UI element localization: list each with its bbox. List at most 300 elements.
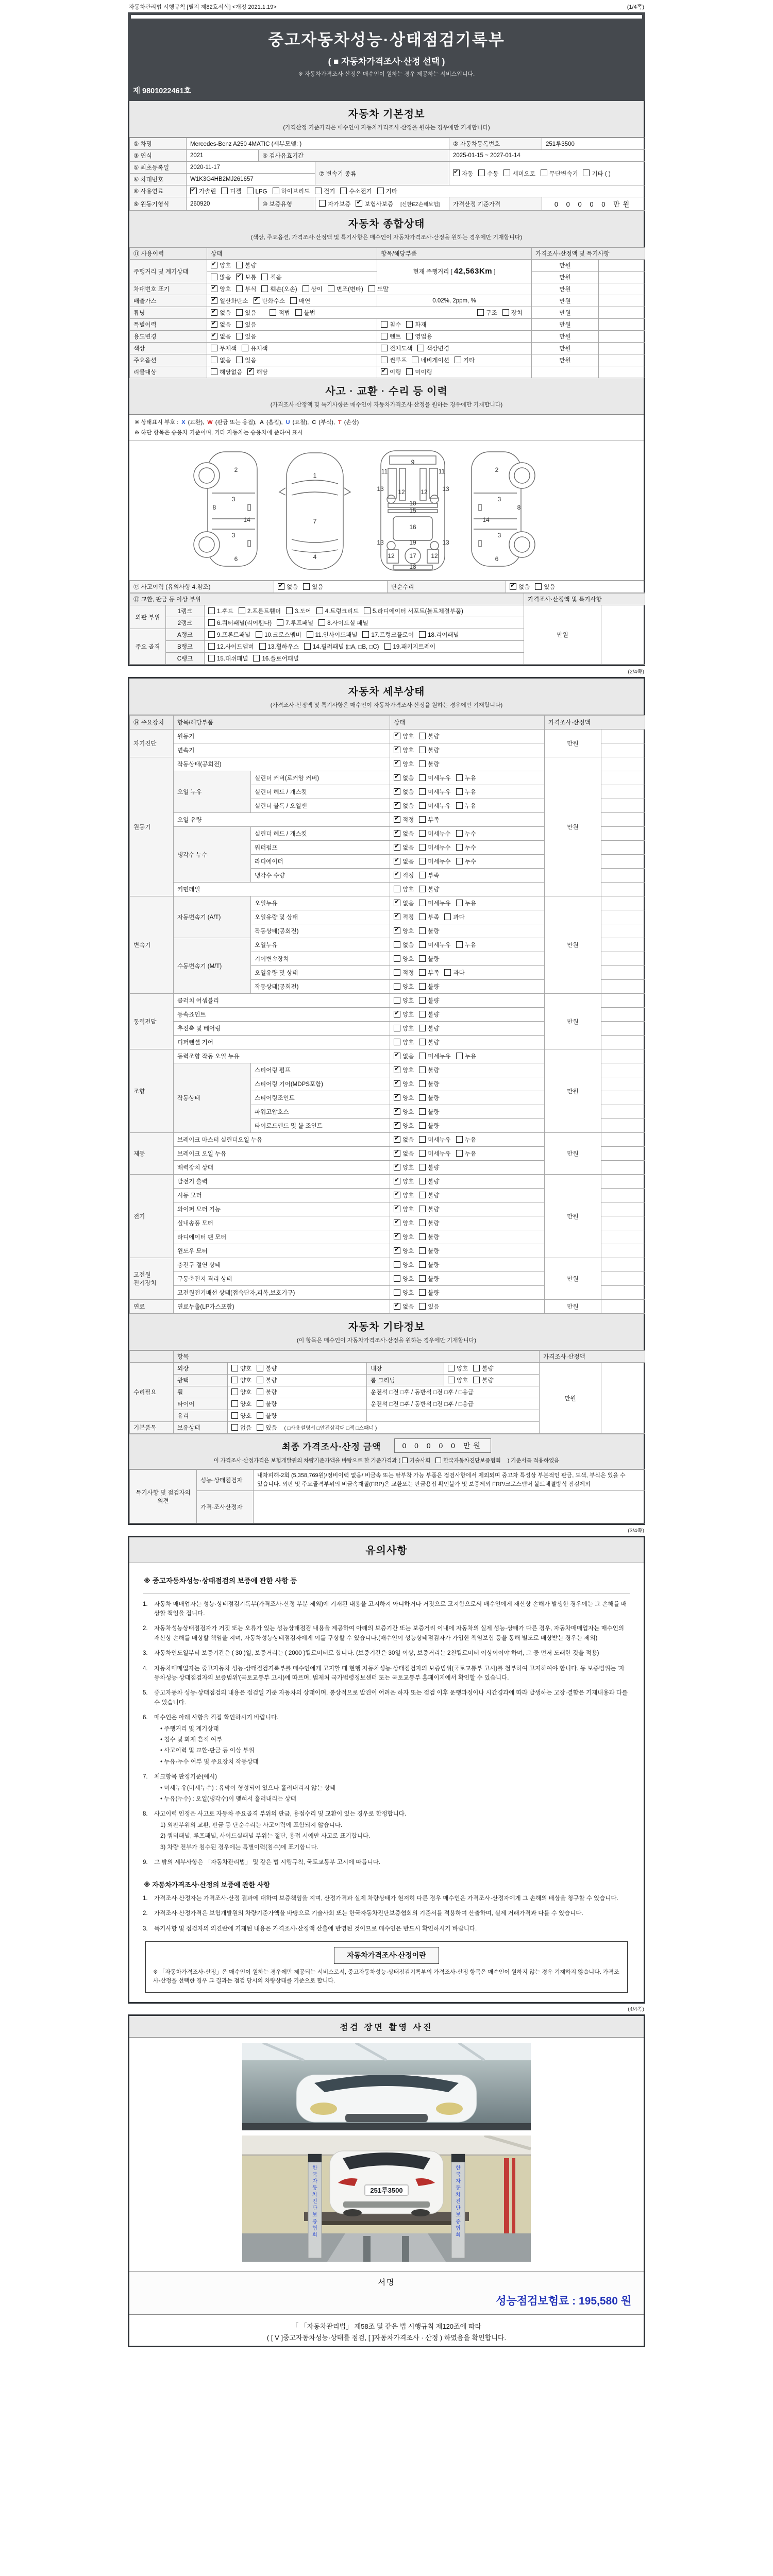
checkbox-icon[interactable] <box>394 955 400 962</box>
option-썬루프[interactable] <box>381 356 407 364</box>
option-적법[interactable] <box>270 309 290 317</box>
option-불법[interactable] <box>295 309 315 317</box>
option-불량[interactable] <box>419 1080 439 1088</box>
checkbox-icon[interactable] <box>211 368 217 375</box>
checkbox-icon[interactable] <box>236 262 243 268</box>
option-없음[interactable] <box>394 1136 414 1144</box>
checkbox-icon[interactable] <box>419 872 426 878</box>
option-불량[interactable] <box>419 760 439 768</box>
checkbox-icon[interactable] <box>419 1094 426 1101</box>
option-불량[interactable] <box>419 1233 439 1241</box>
option-불량[interactable] <box>257 1388 277 1396</box>
checkbox-icon[interactable] <box>257 1400 263 1407</box>
checkbox-icon[interactable] <box>419 1192 426 1198</box>
checkbox-icon[interactable] <box>307 631 313 638</box>
option-불량[interactable] <box>419 1191 439 1199</box>
option-cell[interactable] <box>390 1189 545 1202</box>
option-양호[interactable] <box>394 996 414 1005</box>
option-누유[interactable] <box>456 1149 476 1158</box>
option-있음[interactable] <box>257 1423 277 1432</box>
option-불량[interactable] <box>257 1376 277 1384</box>
option-양호[interactable] <box>231 1412 251 1420</box>
checkbox-checked-icon[interactable] <box>394 913 400 920</box>
option-한국자동차진단보증협회[interactable] <box>435 1456 501 1464</box>
option-양호[interactable] <box>394 1080 414 1088</box>
option-무채색[interactable] <box>211 344 237 352</box>
checkbox-icon[interactable] <box>419 858 426 865</box>
checkbox-checked-icon[interactable] <box>211 285 217 292</box>
checkbox-icon[interactable] <box>236 321 243 328</box>
checkbox-icon[interactable] <box>394 1289 400 1296</box>
option-cell[interactable] <box>187 185 645 197</box>
checkbox-icon[interactable] <box>535 583 542 590</box>
option-10.크로스멤버[interactable] <box>256 631 301 639</box>
checkbox-icon[interactable] <box>419 886 426 892</box>
checkbox-icon[interactable] <box>456 774 463 781</box>
option-없음[interactable] <box>394 788 414 796</box>
checkbox-checked-icon[interactable] <box>394 1080 400 1087</box>
option-보통[interactable] <box>236 273 256 281</box>
option-cell[interactable] <box>390 1161 545 1175</box>
checkbox-icon[interactable] <box>456 802 463 809</box>
option-6.쿼터패널(리어휀다)[interactable] <box>208 619 272 627</box>
option-무단변속기[interactable] <box>541 170 578 178</box>
checkbox-icon[interactable] <box>456 900 463 906</box>
checkbox-icon[interactable] <box>256 631 262 638</box>
option-전기[interactable] <box>315 187 335 195</box>
option-미세누수[interactable] <box>419 843 450 852</box>
option-미세누유[interactable] <box>419 1149 450 1158</box>
checkbox-checked-icon[interactable] <box>394 858 400 865</box>
option-cell[interactable] <box>390 1036 545 1049</box>
option-기타 ( )[interactable] <box>583 170 610 178</box>
option-cell[interactable] <box>390 799 545 813</box>
checkbox-icon[interactable] <box>394 983 400 990</box>
option-자동[interactable] <box>453 170 473 178</box>
checkbox-icon[interactable] <box>231 1365 238 1371</box>
option-cell[interactable] <box>228 1386 367 1398</box>
option-불량[interactable] <box>419 1163 439 1172</box>
checkbox-icon[interactable] <box>583 170 590 176</box>
option-불량[interactable] <box>419 1177 439 1185</box>
option-5.라디에이터 서포트(볼트체결부품)[interactable] <box>364 607 463 615</box>
option-불량[interactable] <box>419 982 439 991</box>
option-cell[interactable] <box>390 841 545 855</box>
checkbox-checked-icon[interactable] <box>394 1233 400 1240</box>
option-미세누유[interactable] <box>419 1136 450 1144</box>
checkbox-icon[interactable] <box>381 345 388 351</box>
checkbox-icon[interactable] <box>257 1424 263 1431</box>
option-18.리어패널[interactable] <box>419 631 459 639</box>
option-누유[interactable] <box>456 802 476 810</box>
option-cell[interactable] <box>228 1398 367 1410</box>
checkbox-icon[interactable] <box>236 285 243 292</box>
checkbox-icon[interactable] <box>456 844 463 851</box>
option-양호[interactable] <box>394 1233 414 1241</box>
checkbox-icon[interactable] <box>236 333 243 340</box>
option-미이행[interactable] <box>406 368 432 376</box>
checkbox-icon[interactable] <box>419 955 426 962</box>
option-없음[interactable] <box>510 583 530 591</box>
checkbox-checked-icon[interactable] <box>254 297 260 304</box>
option-불량[interactable] <box>236 261 256 269</box>
option-불량[interactable] <box>419 885 439 893</box>
option-있음[interactable] <box>236 356 256 364</box>
checkbox-icon[interactable] <box>377 188 384 194</box>
option-cell[interactable] <box>390 1091 545 1105</box>
option-불량[interactable] <box>419 1010 439 1019</box>
option-13.휠하우스[interactable] <box>259 642 299 651</box>
checkbox-icon[interactable] <box>261 274 268 280</box>
option-cell[interactable] <box>390 1244 545 1258</box>
checkbox-icon[interactable] <box>502 309 509 316</box>
checkbox-icon[interactable] <box>419 1219 426 1226</box>
option-양호[interactable] <box>394 1010 414 1019</box>
checkbox-icon[interactable] <box>444 969 451 976</box>
option-cell[interactable] <box>390 952 545 966</box>
option-불량[interactable] <box>419 1205 439 1213</box>
option-부족[interactable] <box>419 969 439 977</box>
checkbox-checked-icon[interactable] <box>394 1206 400 1212</box>
checkbox-icon[interactable] <box>208 607 215 614</box>
option-cell[interactable] <box>390 1286 545 1300</box>
option-해당없음[interactable] <box>211 368 242 376</box>
option-불량[interactable] <box>419 1108 439 1116</box>
checkbox-checked-icon[interactable] <box>247 368 254 375</box>
option-적정[interactable] <box>394 913 414 921</box>
checkbox-icon[interactable] <box>406 333 413 340</box>
option-누유[interactable] <box>456 941 476 949</box>
checkbox-icon[interactable] <box>394 886 400 892</box>
checkbox-icon[interactable] <box>419 1206 426 1212</box>
checkbox-checked-icon[interactable] <box>394 1219 400 1226</box>
checkbox-checked-icon[interactable] <box>394 1178 400 1184</box>
checkbox-icon[interactable] <box>419 747 426 753</box>
checkbox-icon[interactable] <box>290 297 297 304</box>
option-cell[interactable] <box>390 757 545 771</box>
checkbox-icon[interactable] <box>316 607 323 614</box>
option-cell[interactable] <box>228 1363 367 1375</box>
option-미세누유[interactable] <box>419 941 450 949</box>
checkbox-icon[interactable] <box>477 309 484 316</box>
option-없음[interactable] <box>211 309 231 317</box>
option-19.패키지트레이[interactable] <box>384 642 436 651</box>
checkbox-icon[interactable] <box>473 1365 480 1371</box>
checkbox-checked-icon[interactable] <box>211 297 217 304</box>
checkbox-icon[interactable] <box>402 1458 408 1463</box>
option-양호[interactable] <box>448 1364 468 1372</box>
checkbox-icon[interactable] <box>419 941 426 948</box>
option-cell[interactable] <box>390 1300 545 1314</box>
option-구조[interactable] <box>477 309 497 317</box>
option-양호[interactable] <box>394 1163 414 1172</box>
option-색상변경[interactable] <box>417 344 449 352</box>
checkbox-icon[interactable] <box>364 607 371 614</box>
final-note-orgs[interactable] <box>402 1458 506 1464</box>
option-양호[interactable] <box>394 1205 414 1213</box>
option-15.대쉬패널[interactable] <box>208 654 248 663</box>
option-7.루프패널[interactable] <box>277 619 313 627</box>
option-부족[interactable] <box>419 816 439 824</box>
option-cell[interactable] <box>506 581 645 593</box>
option-부족[interactable] <box>419 913 439 921</box>
checkbox-icon[interactable] <box>368 285 375 292</box>
option-미세누유[interactable] <box>419 1052 450 1060</box>
checkbox-checked-icon[interactable] <box>394 1303 400 1310</box>
checkbox-icon[interactable] <box>211 357 217 363</box>
option-cell[interactable] <box>228 1410 367 1422</box>
checkbox-icon[interactable] <box>419 1053 426 1059</box>
option-불량[interactable] <box>419 1024 439 1032</box>
option-양호[interactable] <box>394 982 414 991</box>
option-양호[interactable] <box>394 1261 414 1269</box>
option-cell[interactable] <box>390 771 545 785</box>
option-cell[interactable] <box>390 1133 545 1147</box>
option-11.인사이드패널[interactable] <box>307 631 358 639</box>
option-있음[interactable] <box>419 1302 439 1311</box>
option-장치[interactable] <box>502 309 523 317</box>
option-cell[interactable] <box>390 1258 545 1272</box>
checkbox-checked-icon[interactable] <box>381 368 388 375</box>
checkbox-checked-icon[interactable] <box>394 1192 400 1198</box>
option-없음[interactable] <box>394 857 414 866</box>
option-양호[interactable] <box>394 1024 414 1032</box>
checkbox-icon[interactable] <box>456 1136 463 1143</box>
option-cell[interactable] <box>274 581 388 593</box>
option-양호[interactable] <box>448 1376 468 1384</box>
checkbox-icon[interactable] <box>419 969 426 976</box>
checkbox-icon[interactable] <box>231 1424 238 1431</box>
checkbox-icon[interactable] <box>257 1388 263 1395</box>
checkbox-icon[interactable] <box>503 170 510 176</box>
option-불량[interactable] <box>419 746 439 754</box>
option-4.트렁크리드[interactable] <box>316 607 359 615</box>
option-없음[interactable] <box>394 843 414 852</box>
checkbox-icon[interactable] <box>419 900 426 906</box>
option-없음[interactable] <box>211 332 231 341</box>
option-cell[interactable] <box>390 1008 545 1022</box>
checkbox-icon[interactable] <box>456 1053 463 1059</box>
checkbox-icon[interactable] <box>257 1365 263 1371</box>
checkbox-checked-icon[interactable] <box>394 1164 400 1171</box>
option-기술사회[interactable] <box>402 1456 431 1464</box>
checkbox-icon[interactable] <box>419 1178 426 1184</box>
checkbox-icon[interactable] <box>456 941 463 948</box>
option-양호[interactable] <box>394 746 414 754</box>
option-있음[interactable] <box>236 332 256 341</box>
option-LPG[interactable] <box>247 188 267 195</box>
checkbox-checked-icon[interactable] <box>394 1136 400 1143</box>
checkbox-checked-icon[interactable] <box>394 844 400 851</box>
option-cell[interactable] <box>390 966 545 980</box>
option-cell[interactable] <box>390 730 545 743</box>
option-양호[interactable] <box>394 1191 414 1199</box>
option-훼손(오손)[interactable] <box>261 285 297 293</box>
option-미세누수[interactable] <box>419 857 450 866</box>
option-있음[interactable] <box>236 320 256 329</box>
checkbox-icon[interactable] <box>394 1261 400 1268</box>
option-1.후드[interactable] <box>208 607 233 615</box>
option-양호[interactable] <box>394 1177 414 1185</box>
checkbox-icon[interactable] <box>419 1080 426 1087</box>
option-불량[interactable] <box>419 927 439 935</box>
option-cell[interactable] <box>390 1272 545 1286</box>
checkbox-icon[interactable] <box>419 1275 426 1282</box>
option-해당[interactable] <box>247 368 267 376</box>
checkbox-icon[interactable] <box>236 309 243 316</box>
option-누수[interactable] <box>456 843 476 852</box>
option-누유[interactable] <box>456 899 476 907</box>
option-매연[interactable] <box>290 297 310 305</box>
checkbox-icon[interactable] <box>478 170 485 176</box>
checkbox-icon[interactable] <box>419 997 426 1004</box>
checkbox-icon[interactable] <box>239 607 245 614</box>
option-양호[interactable] <box>394 1289 414 1297</box>
checkbox-icon[interactable] <box>456 830 463 837</box>
option-cell[interactable] <box>377 331 532 343</box>
option-화재[interactable] <box>406 320 426 329</box>
option-cell[interactable] <box>377 366 532 378</box>
checkbox-icon[interactable] <box>231 1412 238 1419</box>
option-양호[interactable] <box>231 1364 251 1372</box>
option-cell[interactable] <box>207 272 377 283</box>
option-있음[interactable] <box>535 583 555 591</box>
option-cell[interactable] <box>207 331 377 343</box>
checkbox-checked-icon[interactable] <box>190 188 197 194</box>
option-렌트[interactable] <box>381 332 401 341</box>
checkbox-checked-icon[interactable] <box>278 583 284 590</box>
checkbox-icon[interactable] <box>257 1377 263 1383</box>
checkbox-icon[interactable] <box>541 170 547 176</box>
checkbox-icon[interactable] <box>208 619 215 626</box>
option-2.프론트휀더[interactable] <box>239 607 281 615</box>
option-자가보증[interactable] <box>319 200 350 208</box>
checkbox-icon[interactable] <box>236 357 243 363</box>
checkbox-icon[interactable] <box>208 631 215 638</box>
option-cell[interactable] <box>390 1022 545 1036</box>
checkbox-icon[interactable] <box>261 285 268 292</box>
option-양호[interactable] <box>394 927 414 935</box>
checkbox-icon[interactable] <box>419 1261 426 1268</box>
option-누유[interactable] <box>456 1136 476 1144</box>
checkbox-checked-icon[interactable] <box>394 774 400 781</box>
option-불량[interactable] <box>473 1364 493 1372</box>
option-3.도어[interactable] <box>286 607 311 615</box>
option-9.프론트패널[interactable] <box>208 631 250 639</box>
checkbox-icon[interactable] <box>318 619 325 626</box>
checkbox-icon[interactable] <box>242 345 248 351</box>
option-불량[interactable] <box>419 955 439 963</box>
checkbox-icon[interactable] <box>270 309 276 316</box>
option-cell[interactable] <box>390 785 545 799</box>
checkbox-icon[interactable] <box>419 1122 426 1129</box>
option-12.사이드멤버[interactable] <box>208 642 254 651</box>
checkbox-icon[interactable] <box>473 1377 480 1383</box>
option-cell[interactable] <box>390 1202 545 1216</box>
option-수소전기[interactable] <box>340 187 372 195</box>
option-14.필러패널 (□A, □B, □C)[interactable] <box>304 642 379 651</box>
checkbox-icon[interactable] <box>315 188 322 194</box>
option-cell[interactable] <box>390 938 545 952</box>
option-양호[interactable] <box>394 1275 414 1283</box>
option-탄화수소[interactable] <box>254 297 285 305</box>
checkbox-icon[interactable] <box>208 643 215 650</box>
option-누수[interactable] <box>456 857 476 866</box>
option-양호[interactable] <box>231 1400 251 1408</box>
checkbox-icon[interactable] <box>247 188 254 194</box>
option-cell[interactable] <box>207 295 377 307</box>
checkbox-icon[interactable] <box>419 788 426 795</box>
checkbox-icon[interactable] <box>448 1365 455 1371</box>
option-없음[interactable] <box>231 1423 251 1432</box>
option-17.트렁크플로어[interactable] <box>362 631 414 639</box>
option-상이[interactable] <box>303 285 323 293</box>
option-cell[interactable] <box>390 869 545 883</box>
option-미세누유[interactable] <box>419 788 450 796</box>
checkbox-icon[interactable] <box>419 983 426 990</box>
checkbox-icon[interactable] <box>419 760 426 767</box>
checkbox-icon[interactable] <box>231 1388 238 1395</box>
option-cell[interactable] <box>390 924 545 938</box>
option-적음[interactable] <box>261 273 281 281</box>
option-없음[interactable] <box>394 1149 414 1158</box>
option-적정[interactable] <box>394 871 414 879</box>
option-cell[interactable] <box>205 653 524 665</box>
option-양호[interactable] <box>394 1219 414 1227</box>
option-양호[interactable] <box>231 1376 251 1384</box>
checkbox-icon[interactable] <box>286 607 293 614</box>
checkbox-icon[interactable] <box>419 816 426 823</box>
checkbox-icon[interactable] <box>419 844 426 851</box>
option-기타[interactable] <box>377 187 397 195</box>
checkbox-checked-icon[interactable] <box>394 816 400 823</box>
option-cell[interactable] <box>444 1363 540 1375</box>
option-유채색[interactable] <box>242 344 267 352</box>
checkbox-icon[interactable] <box>419 927 426 934</box>
checkbox-icon[interactable] <box>362 631 369 638</box>
option-기타[interactable] <box>455 356 475 364</box>
checkbox-icon[interactable] <box>419 913 426 920</box>
option-디젤[interactable] <box>221 187 241 195</box>
checkbox-checked-icon[interactable] <box>510 583 516 590</box>
option-cell[interactable] <box>390 1147 545 1161</box>
option-보험사보증[interactable] <box>356 200 393 208</box>
checkbox-checked-icon[interactable] <box>394 747 400 753</box>
checkbox-icon[interactable] <box>419 1011 426 1018</box>
option-없음[interactable] <box>394 802 414 810</box>
checkbox-icon[interactable] <box>419 830 426 837</box>
checkbox-icon[interactable] <box>419 1136 426 1143</box>
option-cell[interactable] <box>207 319 377 331</box>
checkbox-icon[interactable] <box>406 368 413 375</box>
option-미세누유[interactable] <box>419 899 450 907</box>
checkbox-icon[interactable] <box>328 285 334 292</box>
checkbox-icon[interactable] <box>381 357 388 363</box>
option-cell[interactable] <box>377 319 532 331</box>
option-적정[interactable] <box>394 969 414 977</box>
checkbox-icon[interactable] <box>406 321 413 328</box>
option-양호[interactable] <box>211 261 231 269</box>
checkbox-checked-icon[interactable] <box>394 900 400 906</box>
checkbox-icon[interactable] <box>394 1039 400 1045</box>
option-미세누수[interactable] <box>419 829 450 838</box>
option-cell[interactable] <box>390 1175 545 1189</box>
option-cell[interactable] <box>390 883 545 896</box>
checkbox-checked-icon[interactable] <box>211 321 217 328</box>
checkbox-checked-icon[interactable] <box>394 927 400 934</box>
checkbox-icon[interactable] <box>412 357 418 363</box>
option-부식[interactable] <box>236 285 256 293</box>
